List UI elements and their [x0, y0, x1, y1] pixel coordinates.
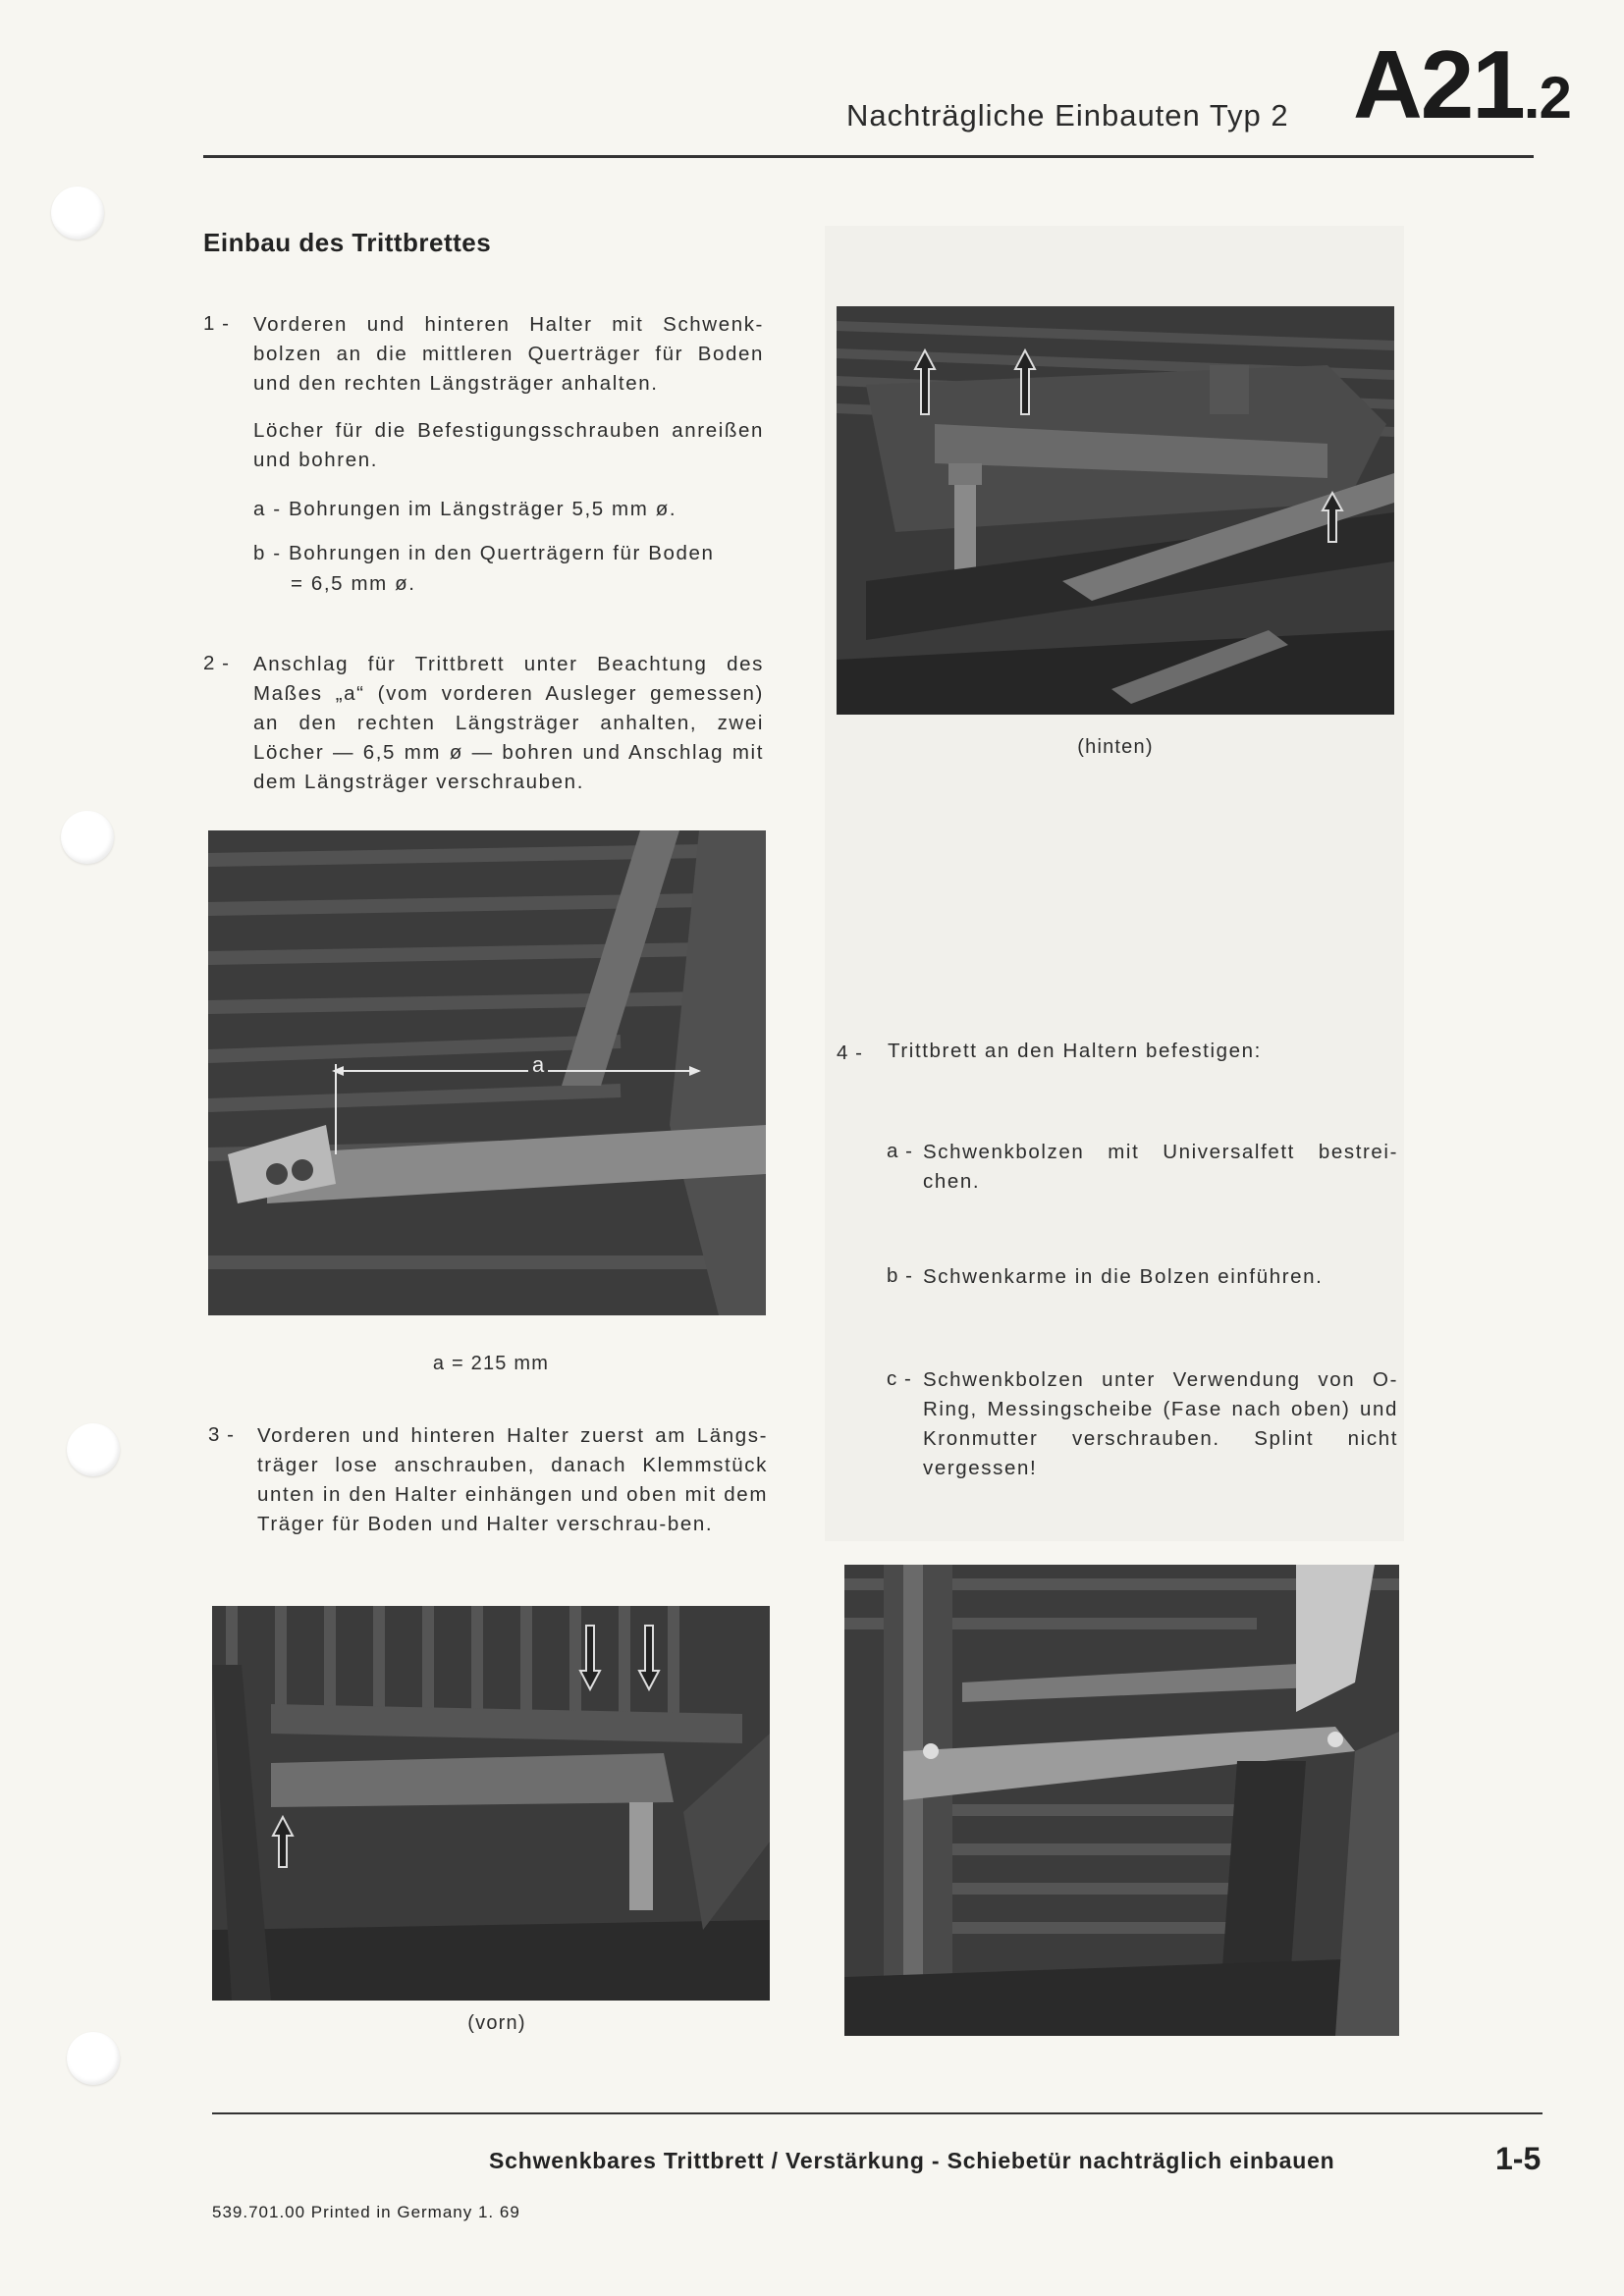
step-4-title: Trittbrett an den Haltern befestigen: — [888, 1040, 1262, 1062]
page-number: 1-5 — [1495, 2141, 1542, 2176]
step-1-text: Vorderen und hinteren Halter mit Schwenk-bolzen an die mittleren Querträger für Boden und den rechten Längsträger anhalten. — [253, 313, 764, 395]
caption-dimension: a = 215 mm — [432, 1353, 550, 1374]
punch-hole — [61, 811, 114, 864]
step-4b-label: b - — [887, 1264, 913, 1287]
step-2-number: 2 - — [203, 652, 230, 674]
photo-stop-dimension-art — [208, 830, 766, 1315]
step-1-item-b-value: = 6,5 mm ø. — [291, 572, 416, 595]
photo-rear-holder-art — [837, 306, 1394, 715]
photo-swing-arm — [844, 1565, 1399, 2036]
photo-swing-arm-art — [844, 1565, 1399, 2036]
punch-hole — [51, 187, 104, 240]
caption-front: (vorn) — [467, 2012, 526, 2034]
header-title: Nachträgliche Einbauten Typ 2 — [846, 98, 1289, 133]
step-4-number: 4 - — [837, 1041, 863, 1064]
photo-front-holder — [212, 1606, 770, 2001]
caption-rear: (hinten) — [1077, 736, 1154, 758]
photo-rear-holder — [837, 306, 1394, 715]
step-3-number: 3 - — [208, 1423, 235, 1446]
section-title: Einbau des Trittbrettes — [203, 228, 492, 257]
step-4a-text: Schwenkbolzen mit Universalfett bestrei-chen. — [923, 1141, 1398, 1193]
document-code-suffix: .2 — [1523, 65, 1571, 131]
step-1-number: 1 - — [203, 312, 230, 335]
punch-hole — [67, 1423, 120, 1476]
header-rule — [203, 155, 1534, 158]
footer-title: Schwenkbares Trittbrett / Verstärkung - Schiebetür nachträglich einbauen — [489, 2148, 1335, 2173]
punch-hole — [67, 2032, 120, 2085]
step-4c-label: c - — [887, 1367, 912, 1390]
step-1-item-a: a - Bohrungen im Längsträger 5,5 mm ø. — [253, 498, 677, 520]
step-4a-label: a - — [887, 1140, 913, 1162]
step-3-text: Vorderen und hinteren Halter zuerst am Längs-träger lose anschrauben, danach Klemmstück unten in den Halter einhängen und oben mit dem Träger für Boden und Halter verschrau-ben. — [257, 1424, 768, 1535]
document-code — [1353, 29, 1571, 140]
step-4b-text: Schwenkarme in die Bolzen einführen. — [923, 1265, 1324, 1288]
step-1-para2: Löcher für die Befestigungsschrauben anreißen und bohren. — [253, 419, 764, 471]
dimension-label-a: a — [528, 1052, 548, 1078]
photo-stop-dimension — [208, 830, 766, 1315]
step-4c-text: Schwenkbolzen unter Verwendung von O-Ring, Messingscheibe (Fase nach oben) und Kronmutter verschrauben. Splint nicht vergessen! — [923, 1368, 1398, 1479]
document-code-main: A21 — [1353, 30, 1524, 138]
print-info: 539.701.00 Printed in Germany 1. 69 — [212, 2203, 520, 2221]
step-1-item-b: b - Bohrungen in den Querträgern für Boden — [253, 542, 715, 564]
photo-front-holder-art — [212, 1606, 770, 2001]
step-2-text: Anschlag für Trittbrett unter Beachtung des Maßes „a“ (vom vorderen Ausleger gemessen) an den rechten Längsträger anhalten, zwei Löcher — 6,5 mm ø — bohren und Anschlag mit dem Längsträger verschrauben. — [253, 653, 764, 793]
footer-rule — [212, 2112, 1543, 2114]
